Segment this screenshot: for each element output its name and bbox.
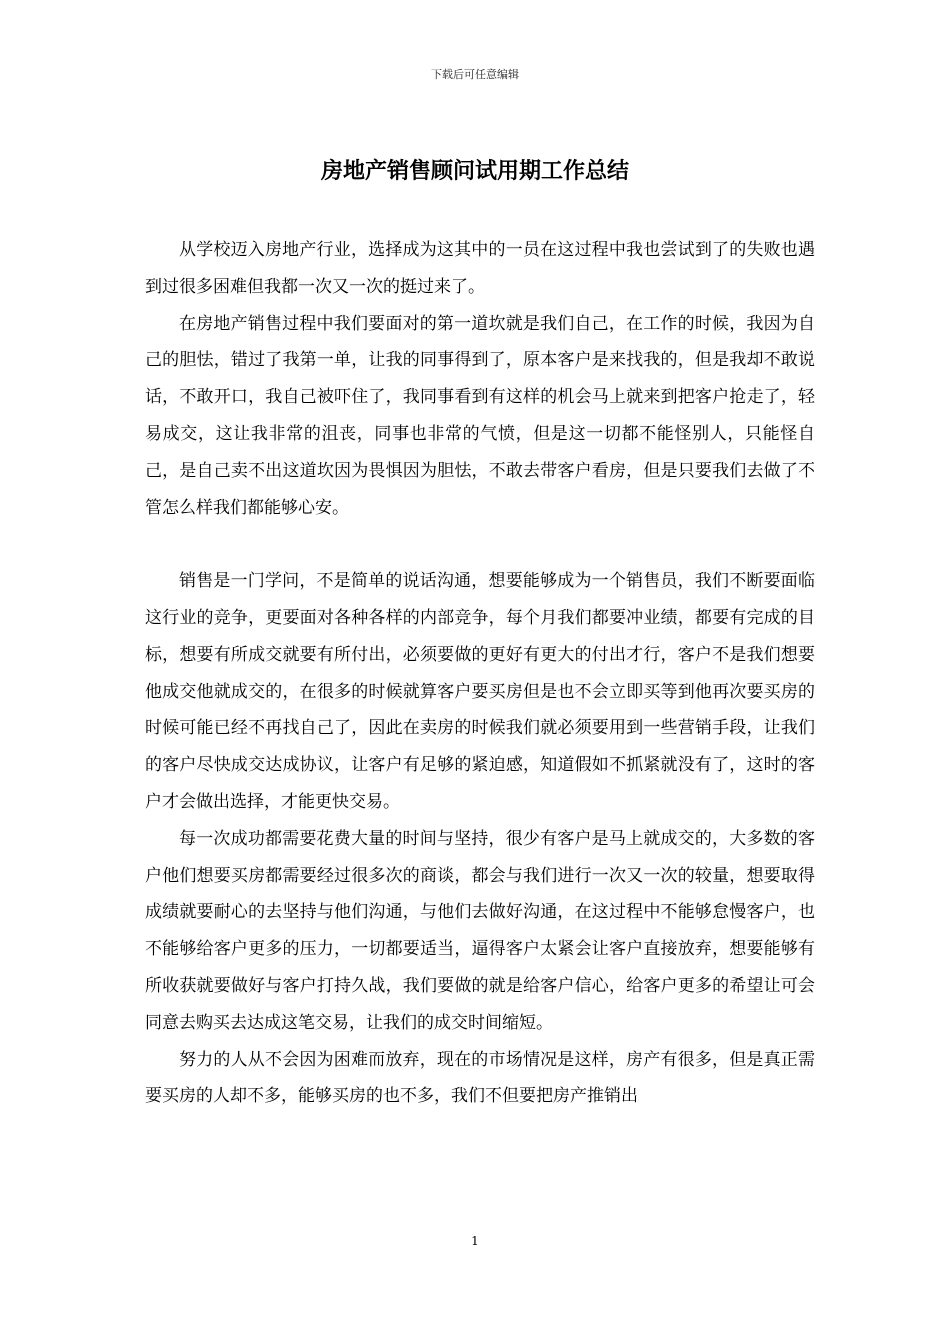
paragraph-3: 销售是一门学问，不是简单的说话沟通，想要能够成为一个销售员，我们不断要面临这行业的竞争，更要面对各种各样的内部竞争，每个月我们都要冲业绩，都要有完成的目标，想要有所成交就要有所付出，必须要做的更好有更大的付出才行，客户不是我们想要他成交他就成交的，在很多的时候就算客户要买房但是也不会立即买等到他再次要买房的时候可能已经不再找自己了，因此在卖房的时候我们就必须要用到一些营销手段，让我们的客户尽快成交达成协议，让客户有足够的紧迫感，知道假如不抓紧就没有了，这时的客户才会做出选择，才能更快交易。: [145, 571, 815, 812]
page-number: 1: [471, 1234, 479, 1248]
paragraph-1: 从学校迈入房地产行业，选择成为这其中的一员在这过程中我也尝试到了的失败也遇到过很多困难但我都一次又一次的挺过来了。: [145, 240, 815, 297]
header-note: 下载后可任意编辑: [431, 68, 519, 81]
document-title: 房地产销售顾问试用期工作总结: [320, 158, 629, 184]
paragraph-5: 努力的人从不会因为困难而放弃，现在的市场情况是这样，房产有很多，但是真正需要买房的人却不多，能够买房的也不多，我们不但要把房产推销出: [145, 1049, 815, 1107]
document-body: [145, 232, 815, 1115]
paragraph-4: 每一次成功都需要花费大量的时间与坚持，很少有客户是马上就成交的，大多数的客户他们想要买房都需要经过很多次的商谈，都会与我们进行一次又一次的较量，想要取得成绩就要耐心的去坚持与他们沟通，与他们去做好沟通，在这过程中不能够怠慢客户，也不能够给客户更多的压力，一切都要适当，逼得客户太紧会让客户直接放弃，想要能够有所收获就要做好与客户打持久战，我们要做的就是给客户信心，给客户更多的希望让可会同意去购买去达成这笔交易，让我们的成交时间缩短。: [145, 828, 815, 1033]
paragraph-2: 在房地产销售过程中我们要面对的第一道坎就是我们自己，在工作的时候，我因为自己的胆怯，错过了我第一单，让我的同事得到了，原本客户是来找我的，但是我却不敢说话，不敢开口，我自己被吓住了，我同事看到有这样的机会马上就来到把客户抢走了，轻易成交，这让我非常的沮丧，同事也非常的气愤，但是这一切都不能怪别人，只能怪自己，是自己卖不出这道坎因为畏惧因为胆怯，不敢去带客户看房，但是只要我们去做了不管怎么样我们都能够心安。: [145, 313, 815, 518]
